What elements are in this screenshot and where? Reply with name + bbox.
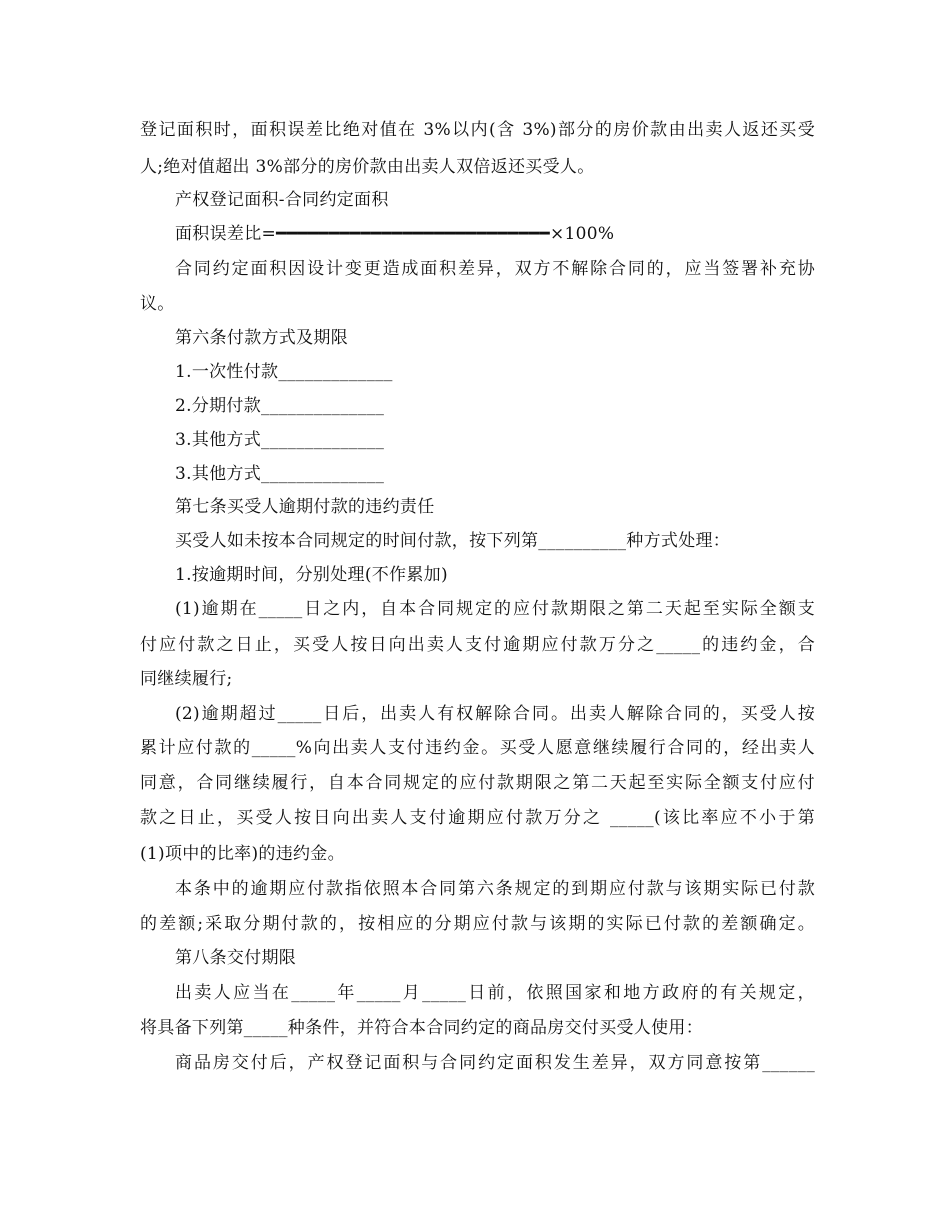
list-item: 2.分期付款______________ <box>175 396 385 416</box>
paragraph-line: 产权登记面积-合同约定面积 <box>175 190 389 210</box>
paragraph-line: 1.按逾期时间，分别处理(不作累加) <box>175 565 448 585</box>
paragraph-line: 将具备下列第_____种条件，并符合本合同约定的商品房交付买受人使用： <box>140 1018 703 1038</box>
paragraph-line: (1)项中的比率)的违约金。 <box>140 844 345 864</box>
paragraph-line: (2)逾期超过_____日后，出卖人有权解除合同。出卖人解除合同的，买受人按 <box>175 704 815 724</box>
paragraph-line: 付应付款之日止，买受人按日向出卖人支付逾期应付款万分之_____的违约金，合 <box>140 635 815 655</box>
paragraph-line: 的差额;采取分期付款的，按相应的分期应付款与该期的实际已付款的差额确定。 <box>140 914 815 934</box>
section-heading: 第六条付款方式及期限 <box>175 328 348 348</box>
paragraph-line: 人;绝对值超出 3%部分的房价款由出卖人双倍返还买受人。 <box>140 157 595 177</box>
list-item: 3.其他方式______________ <box>175 464 385 484</box>
paragraph-line: 同意，合同继续履行，自本合同规定的应付款期限之第二天起至实际全额支付应付 <box>140 773 815 793</box>
section-heading: 第八条交付期限 <box>175 948 297 968</box>
section-heading: 第七条买受人逾期付款的违约责任 <box>175 497 435 517</box>
formula-line: 面积误差比=━━━━━━━━━━━━━━━━━━━━━━━━━━×100% <box>175 224 615 244</box>
paragraph-line: 买受人如未按本合同规定的时间付款，按下列第__________种方式处理： <box>175 531 731 551</box>
paragraph-line: 本条中的逾期应付款指依照本合同第六条规定的到期应付款与该期实际已付款 <box>175 879 815 899</box>
list-item: 1.一次性付款_____________ <box>175 362 393 382</box>
paragraph-line: 出卖人应当在_____年_____月_____日前，依照国家和地方政府的有关规定， <box>175 983 815 1003</box>
paragraph-line: 累计应付款的_____%向出卖人支付违约金。买受人愿意继续履行合同的，经出卖人 <box>140 738 815 758</box>
paragraph-line: (1)逾期在_____日之内，自本合同规定的应付款期限之第二天起至实际全额支 <box>175 599 815 619</box>
paragraph-line: 合同约定面积因设计变更造成面积差异，双方不解除合同的，应当签署补充协 <box>175 259 815 279</box>
paragraph-line: 商品房交付后，产权登记面积与合同约定面积发生差异，双方同意按第______ <box>175 1053 815 1073</box>
paragraph-line: 同继续履行; <box>140 669 233 689</box>
list-item: 3.其他方式______________ <box>175 430 385 450</box>
paragraph-line: 款之日止，买受人按日向出卖人支付逾期应付款万分之 _____(该比率应不小于第 <box>140 808 815 828</box>
paragraph-line: 议。 <box>140 294 175 314</box>
paragraph-line: 登记面积时，面积误差比绝对值在 3%以内(含 3%)部分的房价款由出卖人返还买受 <box>140 120 815 140</box>
